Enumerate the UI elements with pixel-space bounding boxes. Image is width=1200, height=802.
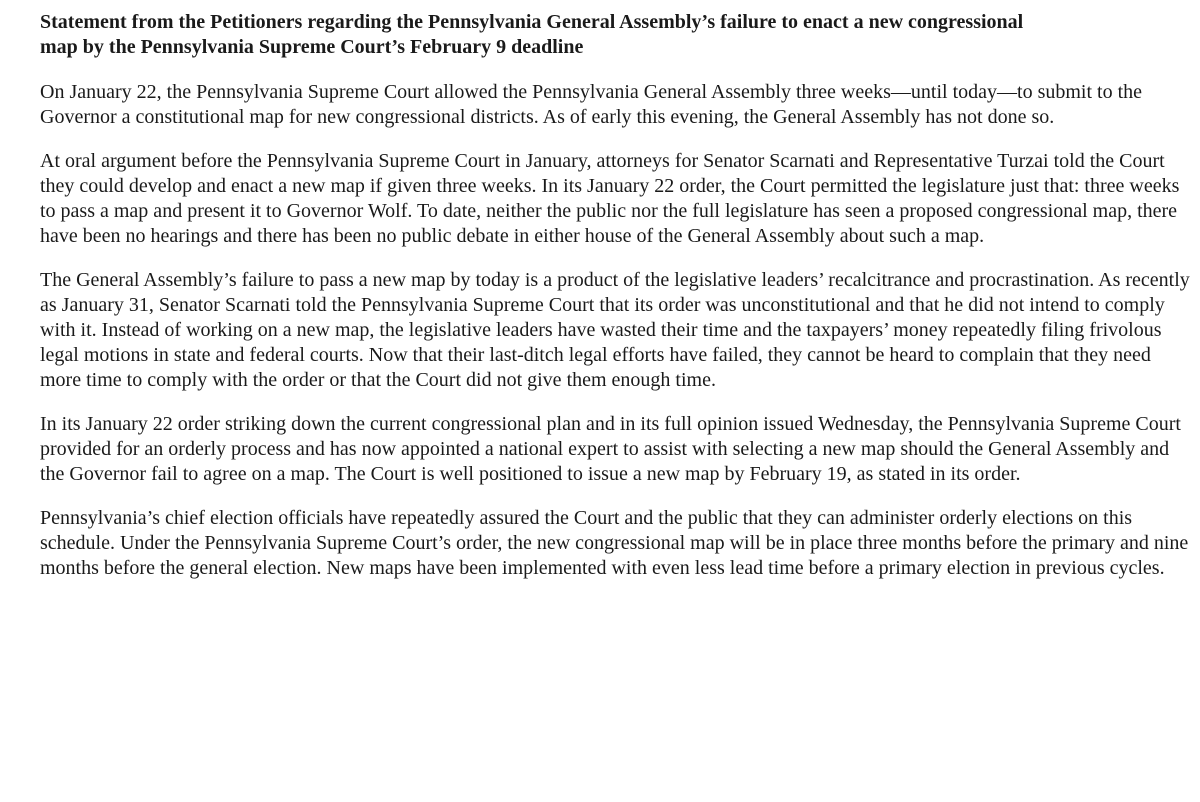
paragraph-court-process: In its January 22 order striking down the current congressional plan and in its full opinion issued Wednesday, the Pennsylvania Supreme Court provided for an orderly process and has now appointed a national expert to assist with selecting a new map should the General Assembly and the Governor fail to agree on a map. The Court is well positioned to issue a new map by February 19, as stated in its order. [40,413,1181,485]
statement-title: Statement from the Petitioners regarding the Pennsylvania General Assembly’s failure to enact a new congressional map by the Pennsylvania Supreme Court’s February 9 deadline [40,11,1024,58]
paragraph-deadline: On January 22, the Pennsylvania Supreme Court allowed the Pennsylvania General Assembly three weeks—until today—to submit to the Governor a constitutional map for new congressional districts. As of early this evening, the General Assembly has not done so. [40,81,1143,128]
paragraph-election-schedule: Pennsylvania’s chief election officials have repeatedly assured the Court and the public that they can administer orderly elections on this schedule. Under the Pennsylvania Supreme Court’s order, the new congressional map will be in place three months before the primary and nine months before the general election. New maps have been implemented with even less lead time before a primary election in previous cycles. [40,507,1189,579]
paragraph-oral-argument: At oral argument before the Pennsylvania Supreme Court in January, attorneys for Senator Scarnati and Representative Turzai told the Court they could develop and enact a new map if given three weeks. In its January 22 order, the Court permitted the legislature just that: three weeks to pass a map and present it to Governor Wolf. To date, neither the public nor the full legislature has seen a proposed congressional map, there have been no hearings and there has been no public debate in either house of the General Assembly about such a map. [40,150,1180,247]
paragraph-failure: The General Assembly’s failure to pass a new map by today is a product of the legislative leaders’ recalcitrance and procrastination. As recently as January 31, Senator Scarnati told the Pennsylvania Supreme Court that its order was unconstitutional and that he did not intend to comply with it. Instead of working on a new map, the legislative leaders have wasted their time and the taxpayers’ money repeatedly filing frivolous legal motions in state and federal courts. Now that their last-ditch legal efforts have failed, they cannot be heard to complain that they need more time to comply with the order or that the Court did not give them enough time. [40,269,1190,391]
